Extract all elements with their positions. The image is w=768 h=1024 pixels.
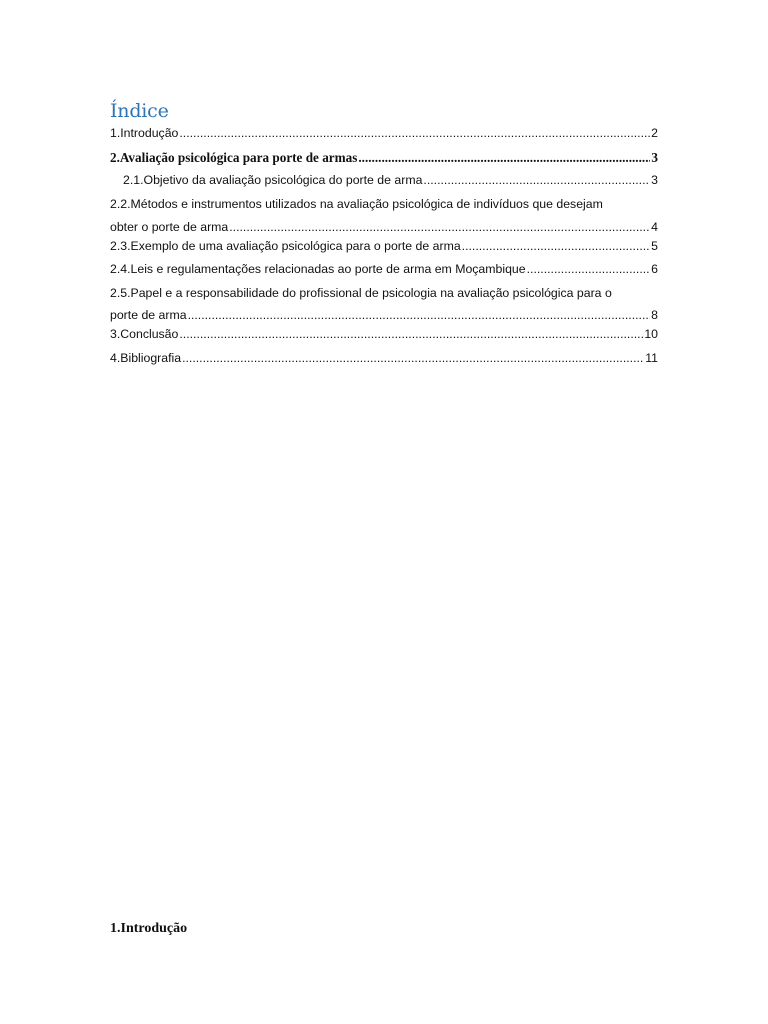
dot-leader (229, 218, 650, 237)
toc-entry-first-line: 2.2.Métodos e instrumentos utilizados na avaliação psicológica de indivíduos que desejam (110, 197, 603, 211)
toc-title: Índice (110, 100, 169, 122)
dot-leader (358, 148, 650, 167)
toc-entry-text: 2.4.Leis e regulamentações relacionadas ao porte de arma em Moçambique (110, 262, 526, 276)
toc-entry-exemplo[interactable] (110, 237, 658, 256)
dot-leader (423, 171, 650, 190)
toc-entry-text: 1.Introdução (110, 126, 179, 140)
toc-entry-metodos-instrumentos[interactable] (110, 195, 658, 237)
toc-entry-objetivo[interactable] (110, 171, 658, 190)
toc-entry-leis-regulamentacoes[interactable] (110, 260, 658, 279)
toc-entry-bibliografia[interactable] (110, 349, 658, 368)
toc-entry-page: 4 (651, 220, 658, 234)
toc-entry-text: 4.Bibliografia (110, 351, 182, 365)
toc-entry-conclusao[interactable] (110, 325, 658, 344)
toc-entry-first-line: 2.5.Papel e a responsabilidade do profissional de psicologia na avaliação psicológica para o (110, 286, 612, 300)
toc-entry-text: porte de arma (110, 308, 187, 322)
toc-entry-page: 10 (644, 327, 658, 341)
toc-entry-avaliacao-psicologica[interactable] (110, 148, 658, 167)
toc-entry-papel-responsabilidade[interactable] (110, 284, 658, 325)
dot-leader (462, 237, 650, 256)
toc-entry-page: 3 (651, 150, 658, 165)
dot-leader (179, 325, 643, 344)
toc-entry-page: 2 (651, 126, 658, 140)
dot-leader (527, 260, 651, 279)
toc-entry-page: 6 (651, 262, 658, 276)
toc-entry-text: obter o porte de arma (110, 220, 229, 234)
dot-leader (182, 349, 644, 368)
toc-entry-introducao[interactable] (110, 124, 658, 143)
toc-entry-page: 8 (651, 308, 658, 322)
dot-leader (188, 306, 651, 325)
toc-entry-text: 2.1.Objetivo da avaliação psicológica do porte de arma (123, 173, 423, 187)
toc-entry-page: 3 (651, 173, 658, 187)
toc-entry-page: 11 (645, 351, 658, 365)
toc-entry-text: 2.3.Exemplo de uma avaliação psicológica para o porte de arma (110, 239, 461, 253)
section-heading-introducao: 1.Introdução (110, 921, 188, 936)
toc-entry-page: 5 (651, 239, 658, 253)
dot-leader (179, 124, 650, 143)
toc-entry-text: 3.Conclusão (110, 327, 179, 341)
toc-entry-text: 2.Avaliação psicológica para porte de armas (110, 150, 358, 165)
